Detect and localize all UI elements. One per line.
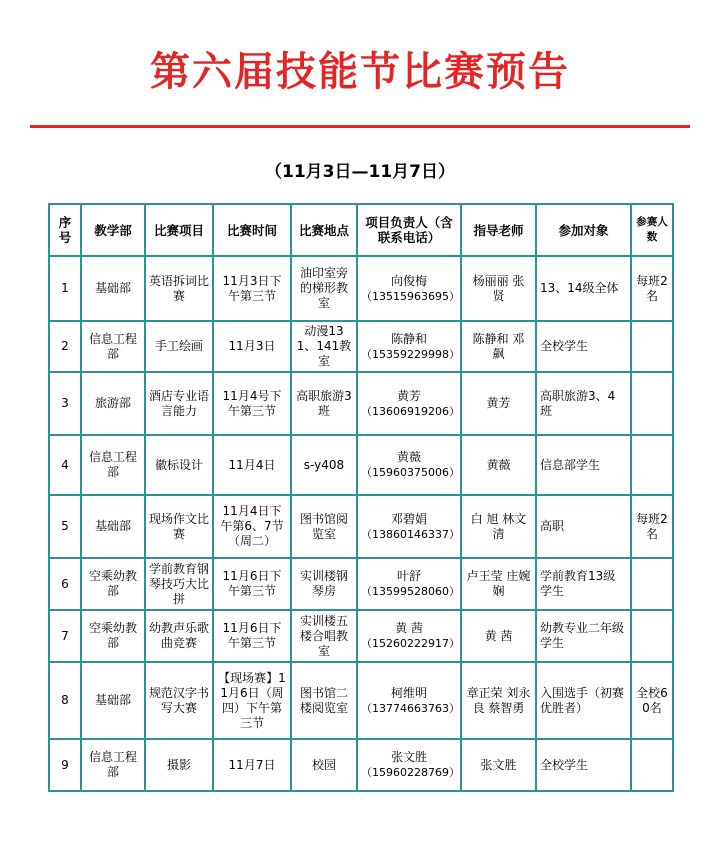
cell-tutor: 陈静和 邓 飙 [461, 321, 536, 372]
cell-count [631, 739, 673, 791]
cell-tutor: 黄 茜 [461, 610, 536, 662]
cell-dept: 信息工程部 [81, 321, 145, 372]
cell-tutor: 黄芳 [461, 372, 536, 435]
cell-dept: 基础部 [81, 495, 145, 558]
owner-phone: （15260222917） [361, 637, 460, 650]
cell-time: 11月4日 [213, 435, 291, 495]
page-title: 第六届技能节比赛预告 [150, 49, 570, 95]
cell-tutor: 章正荣 刘永良 蔡智勇 [461, 662, 536, 739]
header-cell: 序号 [49, 204, 81, 256]
cell-time: 【现场赛】11月6日（周四）下午第三节 [213, 662, 291, 739]
cell-count [631, 321, 673, 372]
owner-phone: （15359229998） [361, 347, 460, 361]
table-row [49, 372, 673, 435]
cell-place: s-y408 [291, 435, 357, 495]
cell-time: 11月7日 [213, 739, 291, 791]
owner-name: 叶舒 [396, 569, 421, 583]
cell-count [631, 610, 673, 662]
cell-place: 图书馆阅览室 [291, 495, 357, 558]
cell-owner [357, 321, 461, 372]
cell-owner [357, 558, 461, 610]
cell-event: 手工绘画 [145, 321, 213, 372]
header-row [49, 204, 673, 256]
owner-phone: （15960228769） [361, 766, 460, 779]
owner-phone: （13606919206） [361, 404, 460, 418]
cell-time: 11月4日下午第6、7节（周二） [213, 495, 291, 558]
cell-no: 6 [49, 558, 81, 610]
owner-name: 向俊梅 [390, 273, 427, 288]
cell-tutor: 张文胜 [461, 739, 536, 791]
cell-event: 英语拆词比赛 [145, 256, 213, 321]
cell-event: 幼教声乐歌曲竞赛 [145, 610, 213, 662]
cell-target: 全校学生 [536, 321, 631, 372]
owner-phone: （13515963695） [361, 289, 460, 303]
cell-target: 高职 [536, 495, 631, 558]
cell-place: 高职旅游3班 [291, 372, 357, 435]
header-cell: 参加对象 [536, 204, 631, 256]
table-row [49, 739, 673, 791]
header-cell: 指导老师 [461, 204, 536, 256]
table-row [49, 495, 673, 558]
cell-owner [357, 662, 461, 739]
cell-dept: 信息工程部 [81, 739, 145, 791]
cell-tutor: 杨丽丽 张 贤 [461, 256, 536, 321]
cell-no: 5 [49, 495, 81, 558]
cell-dept: 信息工程部 [81, 435, 145, 495]
schedule-table [48, 203, 674, 792]
cell-dept: 基础部 [81, 662, 145, 739]
cell-target: 入围选手（初赛优胜者） [536, 662, 631, 739]
owner-name: 张文胜 [390, 750, 427, 764]
cell-dept: 空乘幼教部 [81, 610, 145, 662]
cell-event: 摄影 [145, 739, 213, 791]
cell-count: 每班2名 [631, 495, 673, 558]
cell-no: 7 [49, 610, 81, 662]
cell-target: 高职旅游3、4班 [536, 372, 631, 435]
cell-tutor: 卢王莹 庄婉娴 [461, 558, 536, 610]
cell-no: 2 [49, 321, 81, 372]
owner-phone: （13599528060） [361, 585, 460, 598]
cell-time: 11月3日下午第三节 [213, 256, 291, 321]
cell-event: 徽标设计 [145, 435, 213, 495]
cell-target: 13、14级全体 [536, 256, 631, 321]
cell-dept: 空乘幼教部 [81, 558, 145, 610]
cell-event: 学前教育钢琴技巧大比拼 [145, 558, 213, 610]
cell-event: 规范汉字书写大赛 [145, 662, 213, 739]
table-row [49, 435, 673, 495]
header-cell: 参赛人数 [631, 204, 673, 256]
cell-tutor: 白 旭 林文清 [461, 495, 536, 558]
header-cell: 教学部 [81, 204, 145, 256]
cell-count [631, 372, 673, 435]
cell-owner [357, 610, 461, 662]
owner-name: 柯维明 [390, 685, 427, 700]
cell-count: 全校60名 [631, 662, 673, 739]
cell-event: 现场作文比赛 [145, 495, 213, 558]
cell-owner [357, 256, 461, 321]
cell-owner [357, 495, 461, 558]
cell-no: 1 [49, 256, 81, 321]
owner-name: 陈静和 [390, 331, 427, 346]
cell-owner [357, 372, 461, 435]
cell-no: 9 [49, 739, 81, 791]
cell-no: 8 [49, 662, 81, 739]
table-row [49, 321, 673, 372]
header-cell: 比赛地点 [291, 204, 357, 256]
cell-place: 动漫131、141教室 [291, 321, 357, 372]
cell-place: 图书馆二楼阅览室 [291, 662, 357, 739]
cell-place: 实训楼钢琴房 [291, 558, 357, 610]
table-row [49, 610, 673, 662]
title-divider [30, 125, 690, 128]
cell-target: 幼教专业二年级学生 [536, 610, 631, 662]
cell-dept: 基础部 [81, 256, 145, 321]
owner-name: 邓碧娟 [390, 511, 427, 526]
cell-place: 校园 [291, 739, 357, 791]
cell-time: 11月4号下午第三节 [213, 372, 291, 435]
cell-owner [357, 435, 461, 495]
owner-phone: （13860146337） [361, 527, 460, 541]
owner-name: 黄芳 [396, 388, 421, 403]
cell-tutor: 黄薇 [461, 435, 536, 495]
cell-no: 3 [49, 372, 81, 435]
table-row [49, 256, 673, 321]
cell-time: 11月3日 [213, 321, 291, 372]
header-cell: 比赛时间 [213, 204, 291, 256]
cell-count [631, 558, 673, 610]
cell-time: 11月6日下午第三节 [213, 610, 291, 662]
table-row [49, 662, 673, 739]
header-cell: 项目负责人（含联系电话） [357, 204, 461, 256]
header-cell: 比赛项目 [145, 204, 213, 256]
cell-count: 每班2名 [631, 256, 673, 321]
cell-no: 4 [49, 435, 81, 495]
cell-owner [357, 739, 461, 791]
cell-count [631, 435, 673, 495]
owner-name: 黄薇 [396, 450, 421, 464]
owner-name: 黄 茜 [395, 621, 423, 635]
table-row [49, 558, 673, 610]
owner-phone: （15960375006） [361, 466, 460, 479]
date-range: （11月3日—11月7日） [265, 162, 455, 182]
cell-dept: 旅游部 [81, 372, 145, 435]
cell-place: 实训楼五楼合唱教室 [291, 610, 357, 662]
cell-target: 全校学生 [536, 739, 631, 791]
cell-place: 油印室旁的梯形教室 [291, 256, 357, 321]
owner-phone: （13774663763） [361, 701, 460, 715]
cell-event: 酒店专业语言能力 [145, 372, 213, 435]
cell-target: 学前教育13级学生 [536, 558, 631, 610]
cell-time: 11月6日下午第三节 [213, 558, 291, 610]
cell-target: 信息部学生 [536, 435, 631, 495]
